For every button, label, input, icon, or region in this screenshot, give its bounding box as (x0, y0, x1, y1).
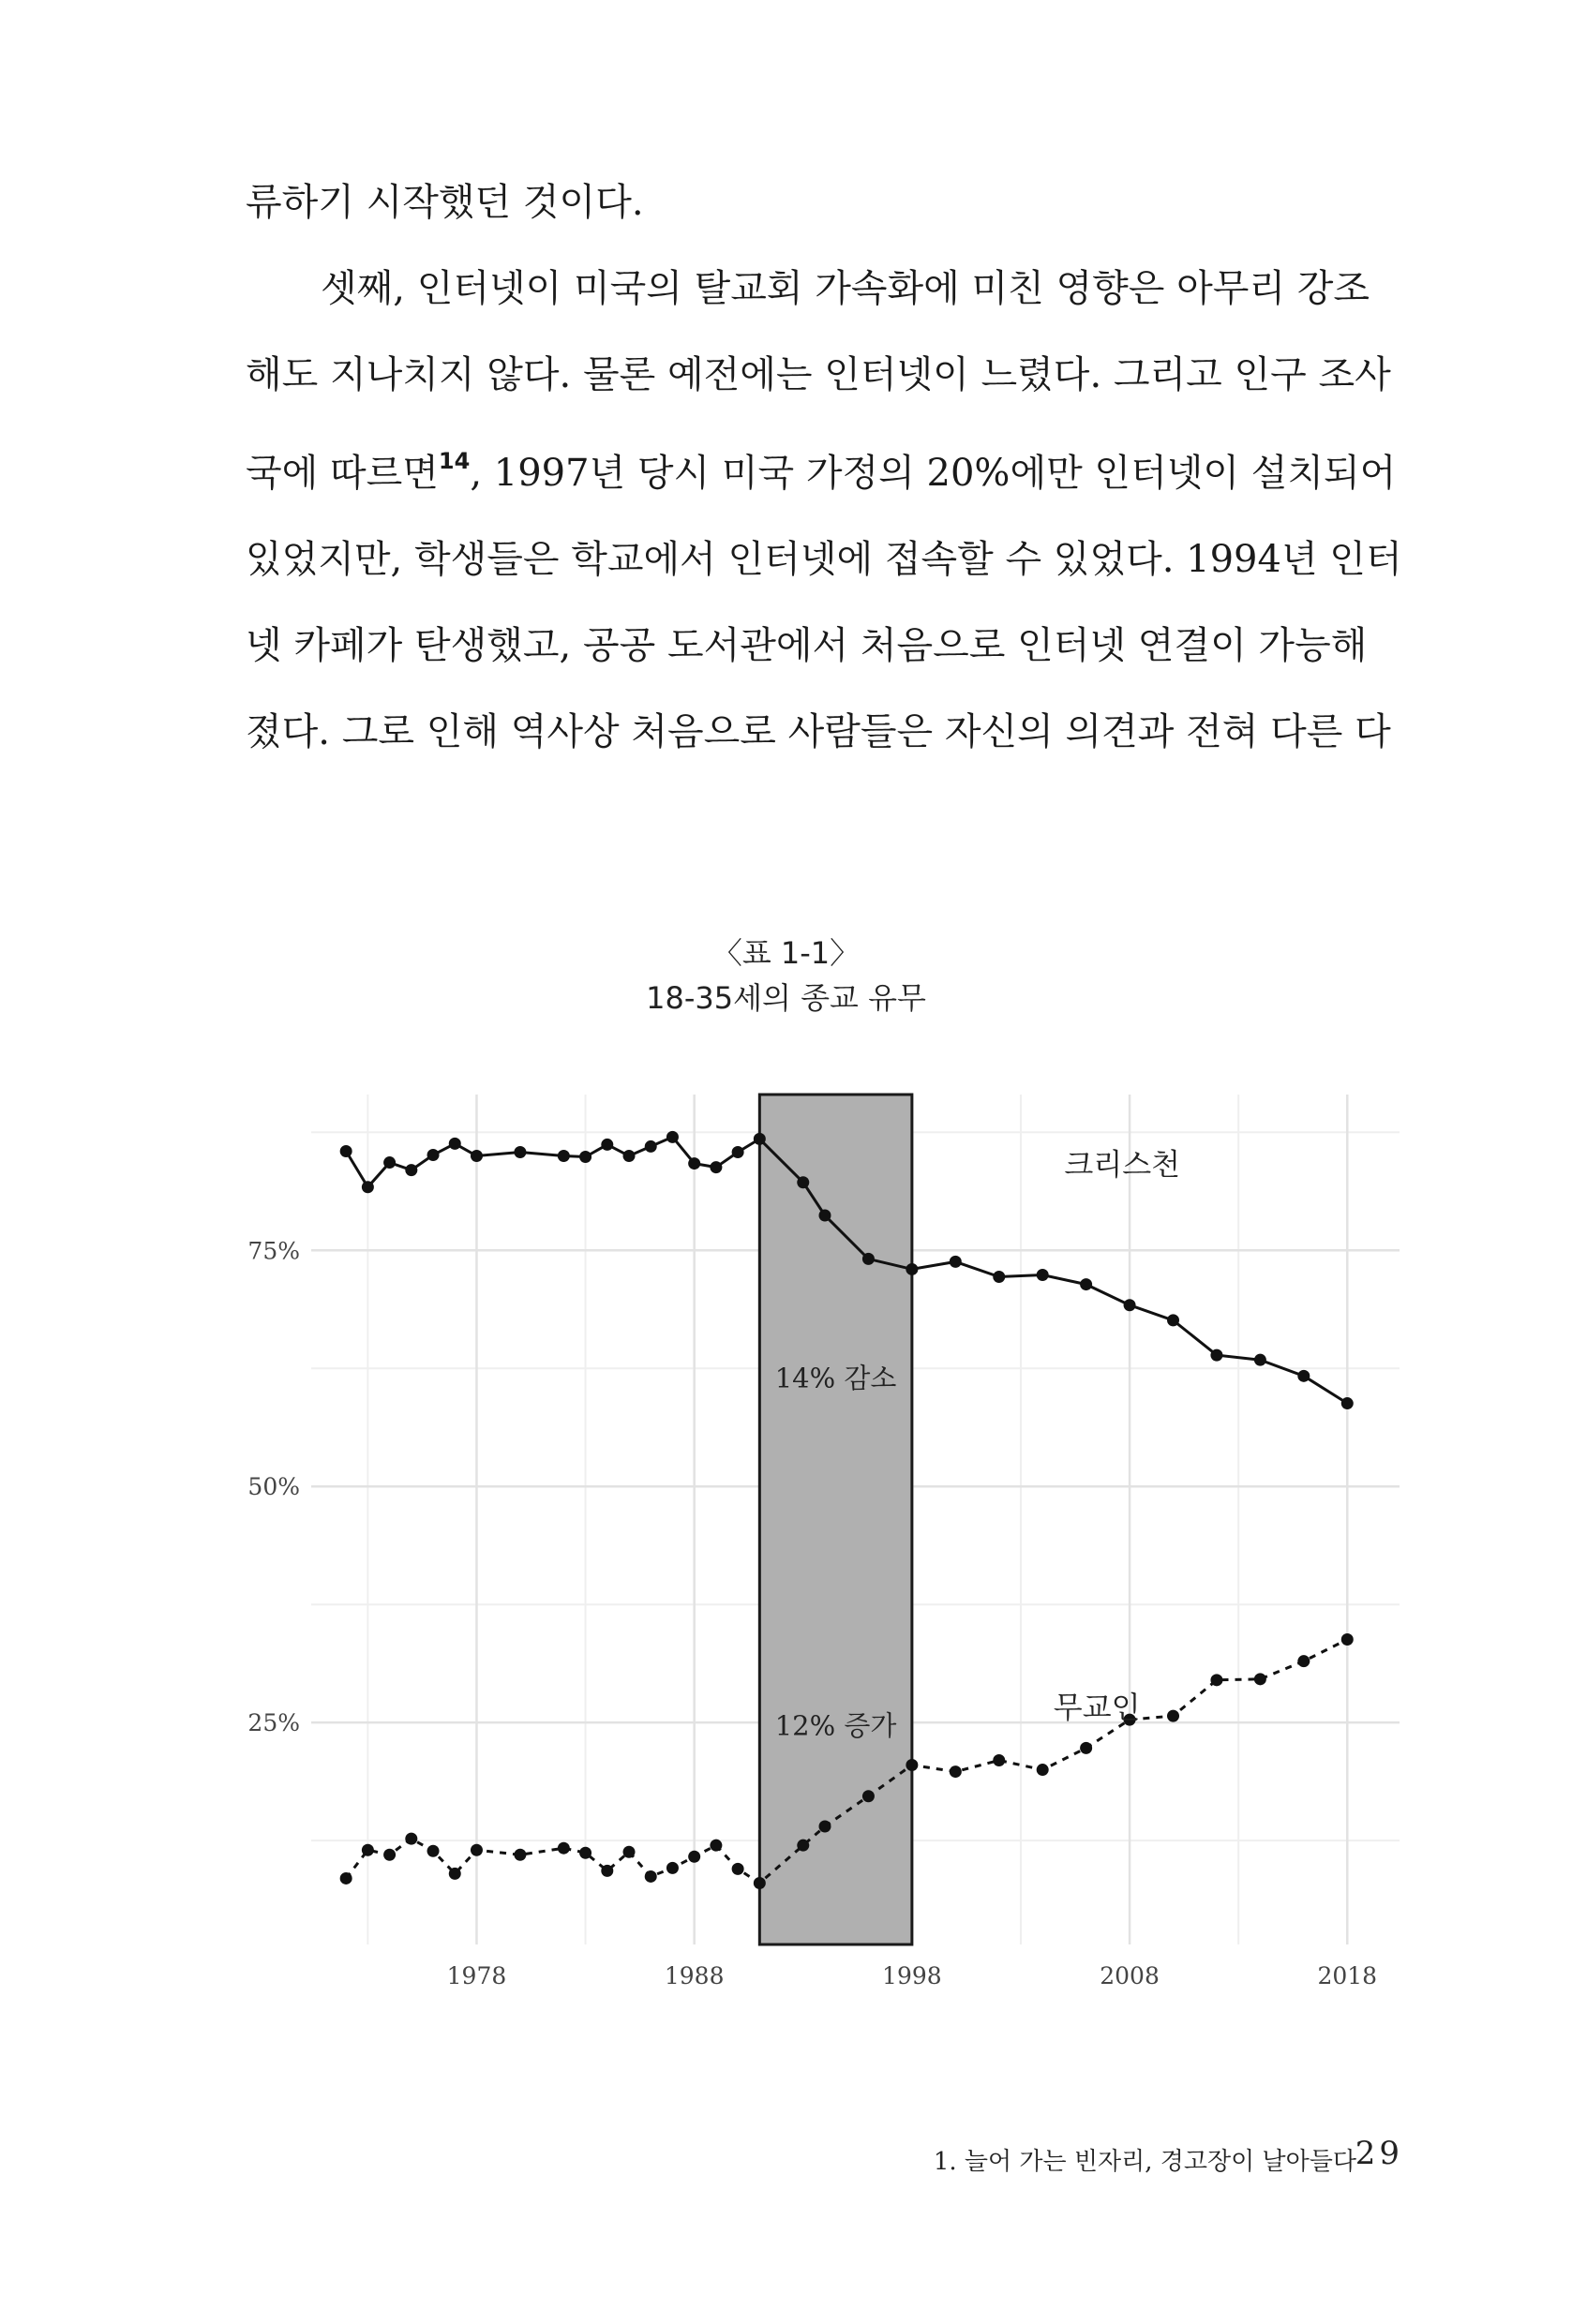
data-point (1037, 1764, 1049, 1776)
data-point (1341, 1633, 1354, 1646)
y-tick-label: 25% (247, 1709, 300, 1737)
data-point (993, 1754, 1005, 1766)
data-point (405, 1164, 417, 1176)
body-line: 졌다. 그로 인해 역사상 처음으로 사람들은 자신의 의견과 전혀 다른 다 (246, 710, 1391, 753)
data-point (732, 1863, 744, 1875)
data-point (1210, 1674, 1222, 1686)
body-line: 있었지만, 학생들은 학교에서 인터넷에 접속할 수 있었다. 1994년 인터 (246, 538, 1402, 581)
footnote-ref[interactable]: 14 (438, 448, 471, 474)
x-tick-label: 1978 (446, 1962, 507, 1989)
data-point (579, 1151, 591, 1163)
data-point (754, 1877, 766, 1889)
data-point (558, 1842, 570, 1855)
data-point (558, 1150, 570, 1162)
x-tick-label: 2008 (1100, 1962, 1160, 1989)
data-point (710, 1840, 722, 1852)
data-point (1254, 1354, 1266, 1366)
data-point (1080, 1742, 1092, 1754)
data-point (623, 1150, 636, 1162)
series-label: 무교인 (1053, 1690, 1141, 1726)
body-line-end: , 1997년 당시 미국 가정의 20%에만 인터넷이 설치되어 (470, 452, 1397, 495)
data-point (950, 1256, 962, 1268)
x-tick-label: 1988 (664, 1962, 725, 1989)
data-point (1254, 1673, 1266, 1685)
data-point (818, 1821, 831, 1833)
data-point (362, 1181, 374, 1193)
data-point (340, 1872, 352, 1885)
data-point (1297, 1655, 1310, 1667)
data-point (797, 1176, 809, 1188)
series-label: 크리스천 (1064, 1146, 1181, 1183)
data-point (601, 1139, 613, 1151)
data-point (688, 1157, 700, 1169)
data-point (405, 1833, 417, 1845)
shaded-region (759, 1095, 912, 1944)
body-line: 류하기 시작했던 것이다. (246, 181, 644, 224)
data-point (906, 1759, 918, 1771)
body-line: 셋째, 인터넷이 미국의 탈교회 가속화에 미친 영향은 아무리 강조 (321, 267, 1370, 310)
data-point (449, 1138, 461, 1150)
data-point (1210, 1349, 1222, 1362)
data-point (732, 1146, 744, 1158)
data-point (645, 1870, 657, 1883)
figure-title: 18-35세의 종교 유무 (646, 980, 926, 1016)
annotation-label: 14% 감소 (774, 1362, 897, 1394)
data-point (471, 1150, 483, 1162)
data-point (383, 1849, 396, 1861)
data-point (340, 1145, 352, 1157)
data-point (1297, 1370, 1310, 1382)
x-tick-label: 2018 (1317, 1962, 1378, 1989)
data-point (862, 1790, 875, 1802)
data-point (710, 1161, 722, 1173)
data-point (862, 1253, 875, 1265)
data-point (1167, 1314, 1179, 1326)
data-point (514, 1849, 526, 1861)
page-footer (0, 2135, 1572, 2176)
body-line-start: 국에 따르면 (246, 452, 439, 495)
data-point (1037, 1269, 1049, 1281)
data-point (427, 1149, 440, 1161)
data-point (623, 1846, 636, 1858)
page-number: 29 (1355, 2135, 1403, 2172)
data-point (471, 1844, 483, 1856)
data-point (950, 1765, 962, 1778)
chapter-title: 1. 늘어 가는 빈자리, 경고장이 날아들다 (933, 2148, 1356, 2176)
data-point (514, 1146, 526, 1158)
data-point (754, 1133, 766, 1145)
data-point (818, 1209, 831, 1221)
data-point (906, 1263, 918, 1275)
data-point (1341, 1397, 1354, 1409)
data-point (993, 1271, 1005, 1283)
data-point (1080, 1278, 1092, 1290)
data-point (688, 1851, 700, 1863)
data-point (579, 1847, 591, 1859)
data-point (797, 1840, 809, 1852)
y-tick-label: 50% (247, 1473, 300, 1501)
annotation-label: 12% 증가 (774, 1709, 897, 1742)
data-point (427, 1845, 440, 1857)
data-point (666, 1862, 679, 1874)
body-line: 해도 지나치지 않다. 물론 예전에는 인터넷이 느렸다. 그리고 인구 조사 (246, 353, 1391, 396)
data-point (1167, 1710, 1179, 1722)
data-point (645, 1140, 657, 1153)
x-tick-label: 1998 (882, 1962, 942, 1989)
body-line: 넷 카페가 탄생했고, 공공 도서관에서 처음으로 인터넷 연결이 가능해 (246, 624, 1368, 667)
data-point (449, 1868, 461, 1880)
data-point (362, 1844, 374, 1856)
figure-label: 〈표 1-1〉 (711, 935, 861, 971)
data-point (601, 1865, 613, 1877)
data-point (1124, 1299, 1136, 1311)
data-point (383, 1156, 396, 1169)
data-point (666, 1131, 679, 1143)
y-tick-label: 75% (247, 1237, 300, 1265)
